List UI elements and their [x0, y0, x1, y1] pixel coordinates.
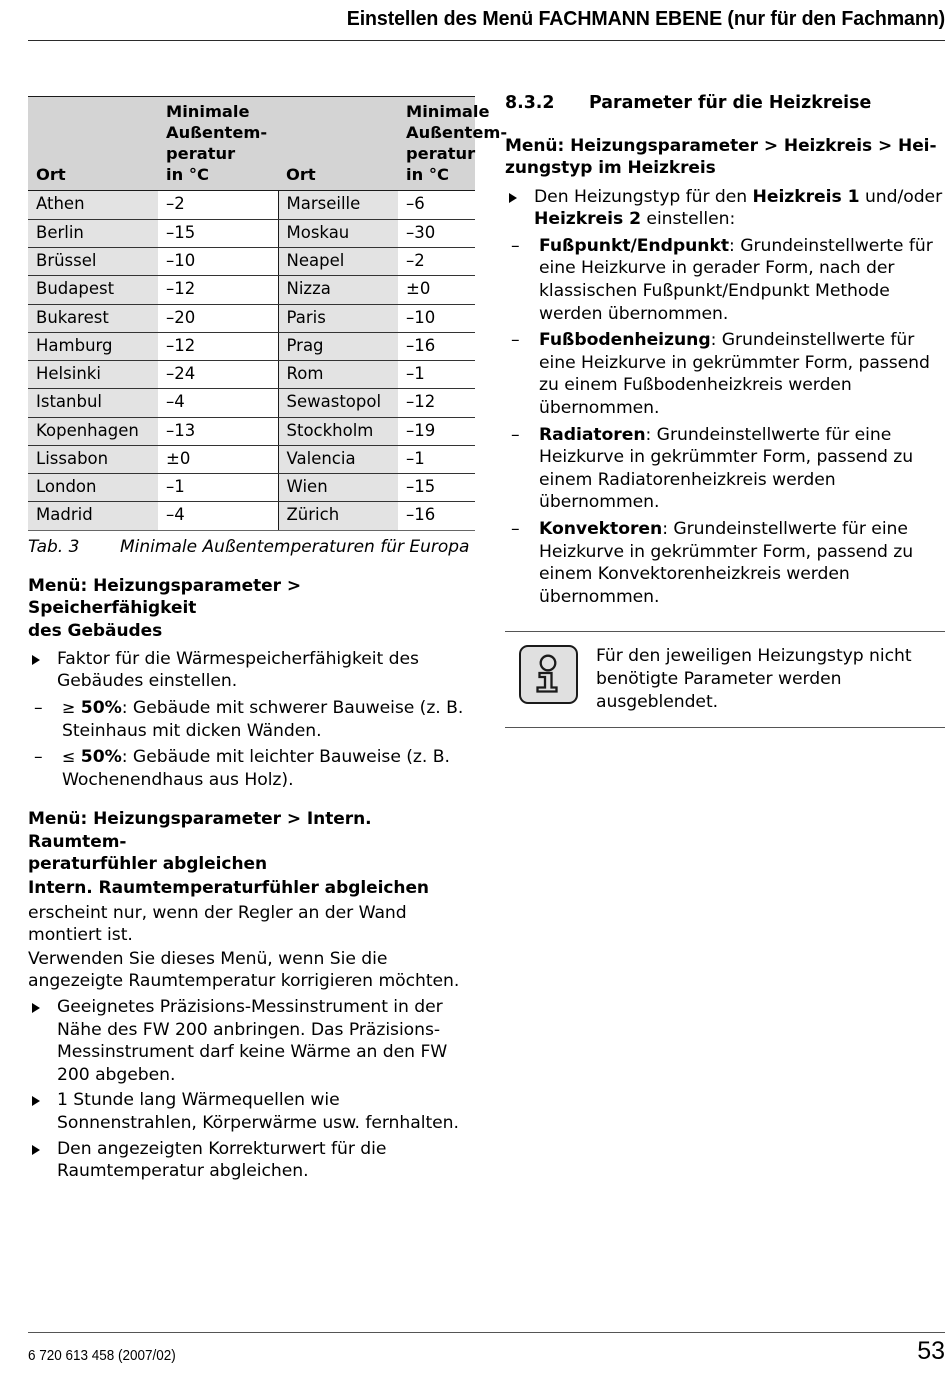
sub-item-text: : Gebäude mit leichter Bauweise (z. B. Wochenendhaus aus Holz).: [62, 747, 450, 790]
cell-temperature-2: –1: [398, 445, 475, 473]
cell-place-1: Budapest: [28, 276, 158, 304]
sub-item-text: : Gebäude mit schwerer Bauweise (z. B. Steinhaus mit dicken Wänden.: [62, 698, 464, 741]
cell-temperature-1: –12: [158, 276, 278, 304]
cell-temperature-1: –4: [158, 389, 278, 417]
table-row: [28, 474, 475, 502]
list-item: [28, 697, 475, 742]
section-title: Parameter für die Heizkreise: [589, 93, 872, 113]
list-item-text: Faktor für die Wärmespeicherfähigkeit des Gebäudes einstellen.: [57, 648, 419, 692]
info-icon: [519, 645, 578, 704]
cell-temperature-2: ±0: [398, 276, 475, 304]
list-item: [28, 1138, 475, 1183]
cell-temperature-2: –1: [398, 361, 475, 389]
cell-place-2: Rom: [278, 361, 398, 389]
page-footer: [28, 1332, 945, 1364]
list-item-text: 1 Stunde lang Wärmequellen wie Sonnenstrahlen, Körperwärme usw. fernhalten.: [57, 1090, 459, 1133]
heading-line-2: peraturfühler abgleichen: [28, 853, 268, 874]
table-row: [28, 361, 475, 389]
table-row: [28, 276, 475, 304]
heizkreis-1-label: Heizkreis 1: [752, 186, 860, 207]
header-line-4: in °C: [166, 165, 209, 185]
table-row: [28, 389, 475, 417]
heizungstyp-bullet-list: [505, 186, 945, 231]
cell-place-2: Wien: [278, 474, 398, 502]
comparison-symbol: ≤: [62, 747, 76, 767]
cell-place-2: Valencia: [278, 445, 398, 473]
cell-place-1: Bukarest: [28, 304, 158, 332]
cell-place-2: Nizza: [278, 276, 398, 304]
cell-temperature-1: –13: [158, 417, 278, 445]
heading-heizungstyp: [505, 135, 945, 180]
cell-place-1: Lissabon: [28, 445, 158, 473]
table-row: [28, 445, 475, 473]
cell-place-1: Berlin: [28, 219, 158, 247]
table-caption: [28, 537, 475, 558]
list-item: [505, 235, 945, 325]
sub-item-description: : Grundeinstellwerte für eine Heizkurve in gekrümmter Form, passend zu einem Radiatorenheizkreis werden übernommen.: [539, 424, 914, 513]
header-line-2: Außentem-: [406, 123, 508, 143]
paragraph-verwenden: Verwenden Sie dieses Menü, wenn Sie die angezeigte Raumtemperatur korrigieren möchten.: [28, 948, 460, 992]
info-note-text: Für den jeweiligen Heizungstyp nicht benötigte Parameter werden ausgeblendet.: [596, 645, 912, 712]
list-item-text: Geeignetes Präzisions-Messinstrument in der Nähe des FW 200 anbringen. Das Präzisions-Messinstrument darf keine Wärme an den FW 200 abgeben.: [57, 996, 448, 1085]
cell-place-2: Prag: [278, 332, 398, 360]
list-item: [28, 1089, 475, 1134]
cell-temperature-2: –16: [398, 502, 475, 530]
cell-temperature-1: –1: [158, 474, 278, 502]
cell-place-1: Athen: [28, 191, 158, 219]
cell-place-2: Neapel: [278, 247, 398, 275]
cell-temperature-1: –24: [158, 361, 278, 389]
speicher-bullet-list: [28, 648, 475, 693]
dash-bullet-icon: –: [511, 330, 520, 351]
cell-temperature-1: –12: [158, 332, 278, 360]
header-line-3: peratur: [406, 144, 476, 164]
heading-raumtemperaturfuehler: [28, 808, 475, 875]
right-column: [505, 93, 945, 728]
cell-place-1: Kopenhagen: [28, 417, 158, 445]
cell-place-1: Istanbul: [28, 389, 158, 417]
cell-place-1: Brüssel: [28, 247, 158, 275]
table-row: [28, 502, 475, 530]
cell-temperature-1: –4: [158, 502, 278, 530]
cell-temperature-2: –19: [398, 417, 475, 445]
paragraph-erscheint: erscheint nur, wenn der Regler an der Wand montiert ist.: [28, 902, 407, 946]
list-item: [28, 648, 475, 693]
cell-place-1: London: [28, 474, 158, 502]
info-note-box: [505, 631, 945, 728]
table-row: [28, 219, 475, 247]
page-header: [28, 8, 945, 41]
cell-place-2: Sewastopol: [278, 389, 398, 417]
list-item: [505, 518, 945, 608]
table-caption-text: Minimale Außentemperaturen für Europa: [120, 536, 470, 557]
table-header-row: [28, 97, 475, 191]
dash-bullet-icon: –: [511, 519, 520, 540]
table-row: [28, 332, 475, 360]
heading-speicherfaehigkeit: [28, 575, 475, 642]
header-divider: [28, 40, 945, 41]
cell-place-1: Helsinki: [28, 361, 158, 389]
cell-temperature-1: –15: [158, 219, 278, 247]
column-header-place-2: Ort: [278, 97, 398, 191]
cell-temperature-1: –2: [158, 191, 278, 219]
heading-line-1: Menü: Heizungsparameter > Heizkreis > Hei-: [505, 136, 937, 156]
cell-place-1: Madrid: [28, 502, 158, 530]
page-number: 53: [917, 1337, 945, 1365]
sub-item-term: Konvektoren: [539, 519, 663, 540]
section-heading: [505, 93, 945, 113]
triangle-bullet-icon: [32, 655, 40, 665]
dash-bullet-icon: –: [34, 698, 43, 719]
cell-temperature-1: –10: [158, 247, 278, 275]
raumtemp-bullet-list: [28, 996, 475, 1183]
cell-temperature-2: –15: [398, 474, 475, 502]
triangle-bullet-icon: [32, 1096, 40, 1106]
footer-divider: [28, 1332, 945, 1333]
list-item: [505, 186, 945, 231]
cell-place-2: Moskau: [278, 219, 398, 247]
sub-item-term: Fußbodenheizung: [539, 330, 711, 351]
list-item-text-pre: Den Heizungstyp für den: [534, 186, 753, 207]
min-outdoor-temperature-table: [28, 96, 508, 531]
cell-temperature-2: –6: [398, 191, 475, 219]
cell-temperature-2: –2: [398, 247, 475, 275]
page-title: Einstellen des Menü FACHMANN EBENE (nur für den Fachmann): [346, 7, 945, 30]
cell-temperature-1: ±0: [158, 445, 278, 473]
list-item: [28, 996, 475, 1086]
heading-line-1: Menü: Heizungsparameter > Intern. Raumtem-: [28, 809, 372, 852]
sub-item-description: : Grundeinstellwerte für eine Heizkurve in gerader Form, nach der klassischen Fußpunkt/Endpunkt Methode werden übernommen.: [539, 235, 933, 324]
header-line-4: in °C: [406, 165, 449, 185]
heading-line-2: zungstyp im Heizkreis: [505, 158, 716, 179]
cell-temperature-2: –12: [398, 389, 475, 417]
dash-bullet-icon: –: [511, 424, 520, 445]
list-item: [505, 424, 945, 514]
table-row: [28, 247, 475, 275]
table-header: [28, 97, 508, 191]
header-line-3: peratur: [166, 144, 236, 164]
column-header-temperature-2: [398, 97, 508, 191]
table-row: [28, 304, 475, 332]
heading-raumtemperaturfuehler-sub: Intern. Raumtemperaturfühler abgleichen: [28, 878, 429, 899]
cell-temperature-2: –30: [398, 219, 475, 247]
cell-place-2: Zürich: [278, 502, 398, 530]
header-line-1: Minimale: [406, 102, 490, 121]
cell-place-2: Stockholm: [278, 417, 398, 445]
sub-item-term: Radiatoren: [539, 424, 646, 445]
list-item-text-mid: und/oder: [859, 186, 943, 207]
table-body: [28, 191, 475, 530]
heading-line-1: Menü: Heizungsparameter > Speicherfähigkeit: [28, 576, 302, 619]
table-row: [28, 191, 475, 219]
heizungstyp-sub-list: [505, 235, 945, 609]
cell-temperature-2: –10: [398, 304, 475, 332]
table-caption-label: Tab. 3: [28, 536, 80, 557]
cell-place-1: Hamburg: [28, 332, 158, 360]
column-header-temperature-1: [158, 97, 278, 191]
speicher-sub-list: [28, 697, 475, 791]
sub-item-description: : Grundeinstellwerte für eine Heizkurve in gekrümmter Form, passend zu einem Fußbodenheizkreis werden übernommen.: [539, 330, 930, 419]
footer-row: [28, 1339, 945, 1364]
heizkreis-2-label: Heizkreis 2: [534, 209, 642, 230]
list-item: [505, 329, 945, 419]
triangle-bullet-icon: [32, 1003, 40, 1013]
column-header-place-1: Ort: [28, 97, 158, 191]
header-line-2: Außentem-: [166, 123, 268, 143]
list-item: [28, 746, 475, 791]
left-column: [28, 96, 508, 1186]
dash-bullet-icon: –: [34, 747, 43, 768]
sub-item-value: 50%: [80, 747, 122, 768]
list-item-text-post: einstellen:: [641, 209, 736, 230]
heading-line-2: des Gebäudes: [28, 620, 163, 641]
cell-place-2: Paris: [278, 304, 398, 332]
sub-item-value: 50%: [80, 698, 122, 719]
cell-temperature-2: –16: [398, 332, 475, 360]
header-line-1: Minimale: [166, 102, 250, 121]
sub-item-description: : Grundeinstellwerte für eine Heizkurve in gekrümmter Form, passend zu einem Konvektorenheizkreis werden übernommen.: [539, 519, 914, 607]
triangle-bullet-icon: [32, 1145, 40, 1155]
triangle-bullet-icon: [509, 193, 517, 203]
table-row: [28, 417, 475, 445]
document-number: 6 720 613 458 (2007/02): [28, 1348, 176, 1364]
section-number: 8.3.2: [505, 93, 555, 113]
cell-temperature-1: –20: [158, 304, 278, 332]
cell-place-2: Marseille: [278, 191, 398, 219]
list-item-text: Den angezeigten Korrekturwert für die Raumtemperatur abgleichen.: [57, 1138, 387, 1182]
dash-bullet-icon: –: [511, 235, 520, 256]
comparison-symbol: ≥: [62, 698, 76, 718]
sub-item-term: Fußpunkt/Endpunkt: [539, 235, 730, 256]
